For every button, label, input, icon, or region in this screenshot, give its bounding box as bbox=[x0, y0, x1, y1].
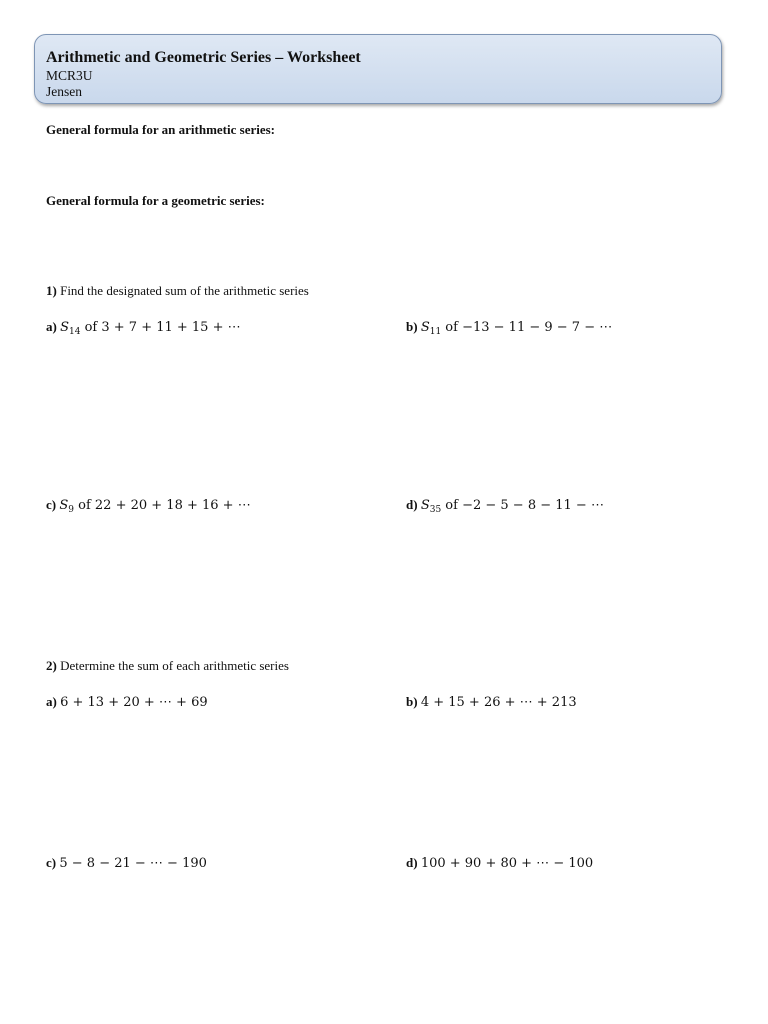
arithmetic-formula-heading: General formula for an arithmetic series: bbox=[46, 122, 275, 137]
worksheet-header bbox=[34, 34, 722, 104]
question-2d: d) 100 + 90 + 80 + ⋯ − 100 bbox=[406, 855, 594, 871]
question-1c: c) $S_9$ of 22 + 20 + 18 + 16 + ⋯ bbox=[46, 497, 251, 515]
worksheet-title: Arithmetic and Geometric Series – Worksheet bbox=[46, 49, 361, 66]
question-1b: b) $S_{11}$ of −13 − 11 − 9 − 7 − ⋯ bbox=[406, 319, 613, 337]
question-1-prompt: 1) Find the designated sum of the arithmetic series bbox=[46, 283, 309, 298]
question-1d: d) $S_{35}$ of −2 − 5 − 8 − 11 − ⋯ bbox=[406, 497, 604, 515]
question-2-prompt: 2) Determine the sum of each arithmetic series bbox=[46, 658, 289, 673]
course-code: MCR3U bbox=[46, 68, 93, 83]
teacher-name: Jensen bbox=[46, 84, 82, 99]
question-2c: c) 5 − 8 − 21 − ⋯ − 190 bbox=[46, 855, 207, 871]
question-2a: a) 6 + 13 + 20 + ⋯ + 69 bbox=[46, 694, 208, 710]
geometric-formula-heading: General formula for a geometric series: bbox=[46, 193, 265, 208]
question-1a: a) $S_{14}$ of 3 + 7 + 11 + 15 + ⋯ bbox=[46, 319, 241, 337]
question-2b: b) 4 + 15 + 26 + ⋯ + 213 bbox=[406, 694, 577, 710]
